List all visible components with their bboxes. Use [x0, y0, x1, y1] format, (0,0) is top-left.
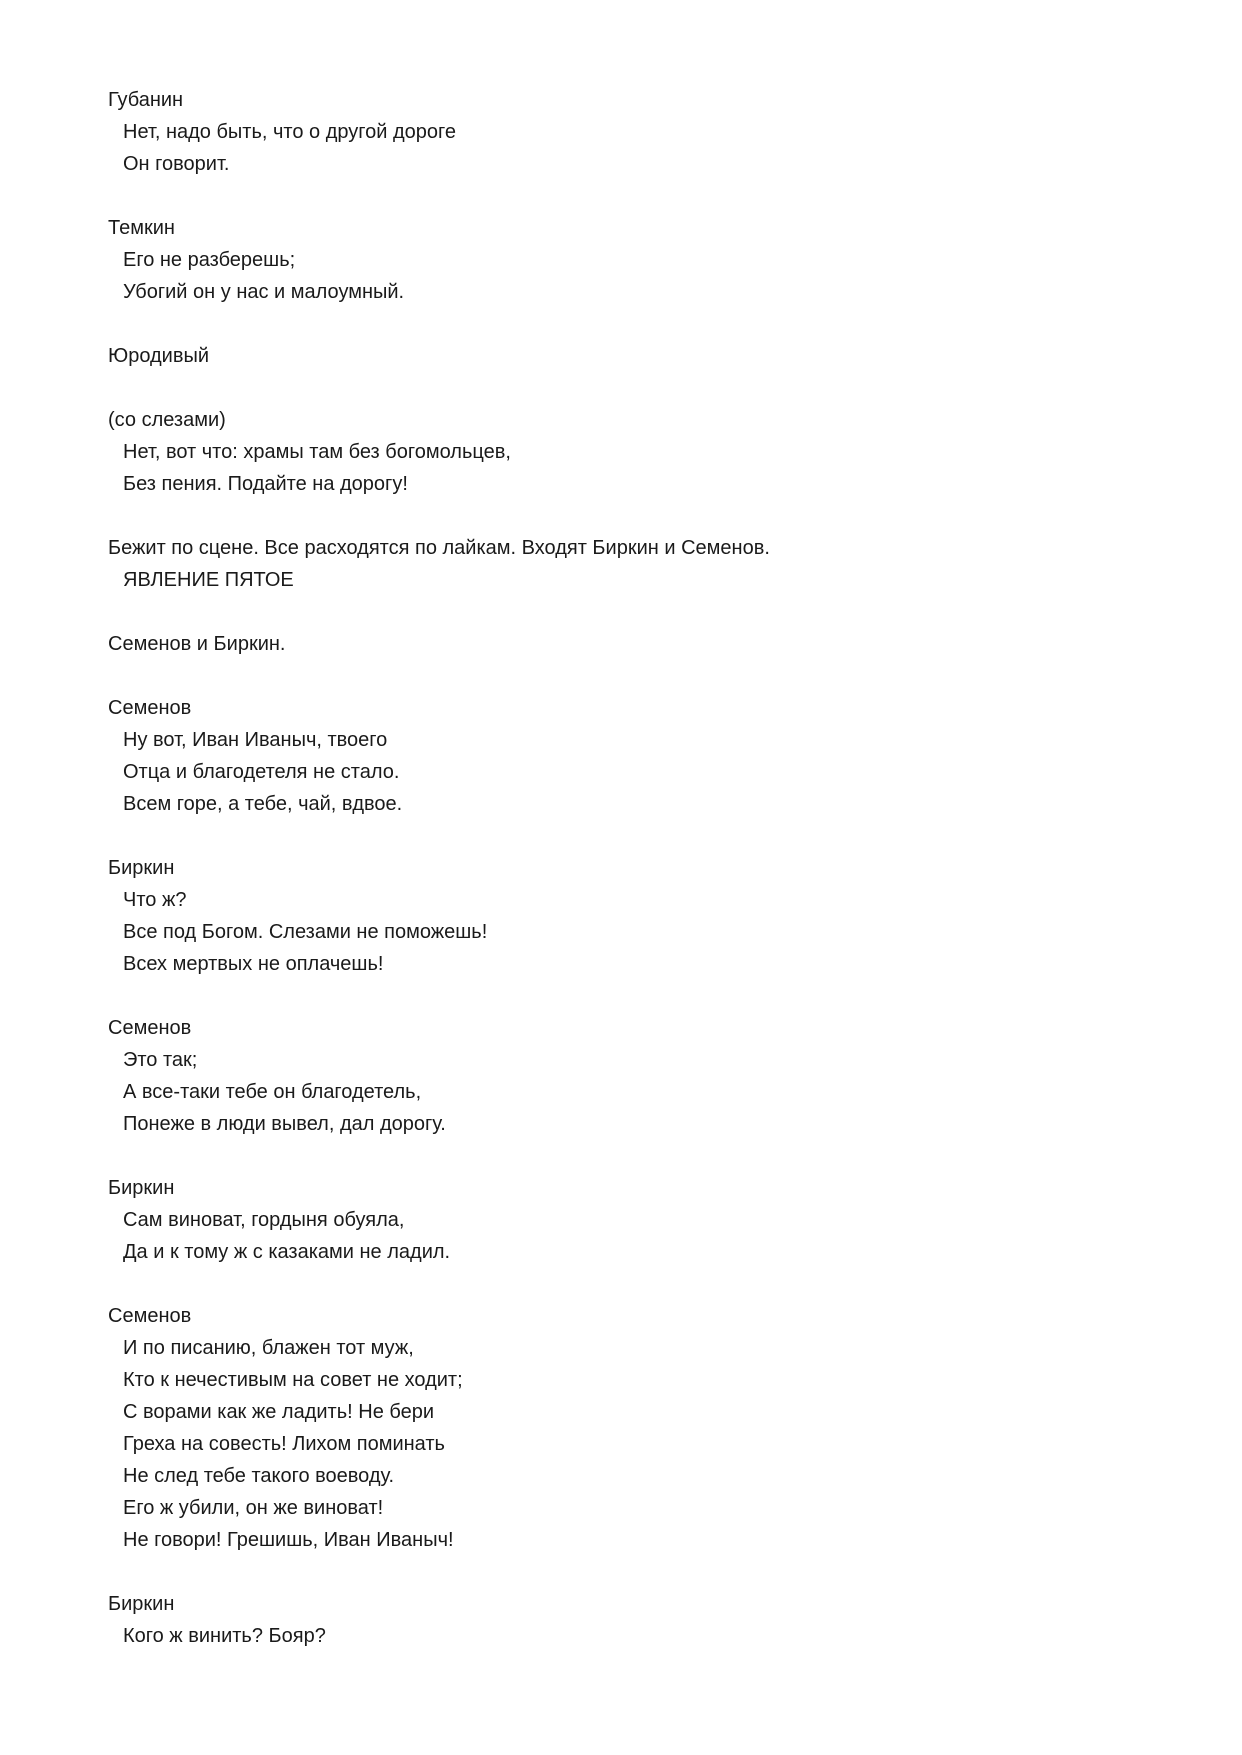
verse-line: Он говорит.	[123, 153, 230, 175]
speaker-birkin: Биркин	[108, 1177, 175, 1199]
verse-line: Всем горе, а тебе, чай, вдвое.	[123, 793, 403, 815]
verse-line: Это так;	[123, 1049, 198, 1071]
verse-line: Убогий он у нас и малоумный.	[123, 281, 405, 303]
verse-line: Да и к тому ж с казаками не ладил.	[123, 1241, 451, 1263]
verse-line: Без пения. Подайте на дорогу!	[123, 473, 408, 495]
verse-line: Не говори! Грешишь, Иван Иваныч!	[123, 1529, 454, 1551]
verse-line: Кто к нечестивым на совет не ходит;	[123, 1369, 463, 1391]
verse-line: Не след тебе такого воеводу.	[123, 1465, 395, 1487]
scene-heading: ЯВЛЕНИЕ ПЯТОЕ	[123, 569, 294, 591]
verse-line: Кого ж винить? Бояр?	[123, 1625, 326, 1647]
stage-direction: (со слезами)	[108, 409, 226, 431]
verse-line: И по писанию, блажен тот муж,	[123, 1337, 414, 1359]
verse-line: Ну вот, Иван Иваныч, твоего	[123, 729, 388, 751]
speaker-birkin: Биркин	[108, 857, 175, 879]
verse-line: Его не разберешь;	[123, 249, 296, 271]
verse-line: Понеже в люди вывел, дал дорогу.	[123, 1113, 446, 1135]
scene-characters: Семенов и Биркин.	[108, 633, 286, 655]
speaker-yurodivy: Юродивый	[108, 345, 210, 367]
speaker-semenov: Семенов	[108, 1305, 192, 1327]
speaker-semenov: Семенов	[108, 1017, 192, 1039]
speaker-temkin: Темкин	[108, 217, 175, 239]
speaker-semenov: Семенов	[108, 697, 192, 719]
verse-line: Его ж убили, он же виноват!	[123, 1497, 384, 1519]
verse-line: Всех мертвых не оплачешь!	[123, 953, 384, 975]
verse-line: Нет, вот что: храмы там без богомольцев,	[123, 441, 511, 463]
verse-line: Все под Богом. Слезами не поможешь!	[123, 921, 488, 943]
speaker-birkin: Биркин	[108, 1593, 175, 1615]
verse-line: Что ж?	[123, 889, 187, 911]
verse-line: С ворами как же ладить! Не бери	[123, 1401, 435, 1423]
verse-line: Греха на совесть! Лихом поминать	[123, 1433, 445, 1455]
verse-line: Сам виноват, гордыня обуяла,	[123, 1209, 405, 1231]
speaker-gubanin: Губанин	[108, 89, 184, 111]
verse-line: Нет, надо быть, что о другой дороге	[123, 121, 457, 143]
stage-direction: Бежит по сцене. Все расходятся по лайкам. Входят Биркин и Семенов.	[108, 537, 770, 559]
verse-line: Отца и благодетеля не стало.	[123, 761, 400, 783]
verse-line: А все-таки тебе он благодетель,	[123, 1081, 422, 1103]
